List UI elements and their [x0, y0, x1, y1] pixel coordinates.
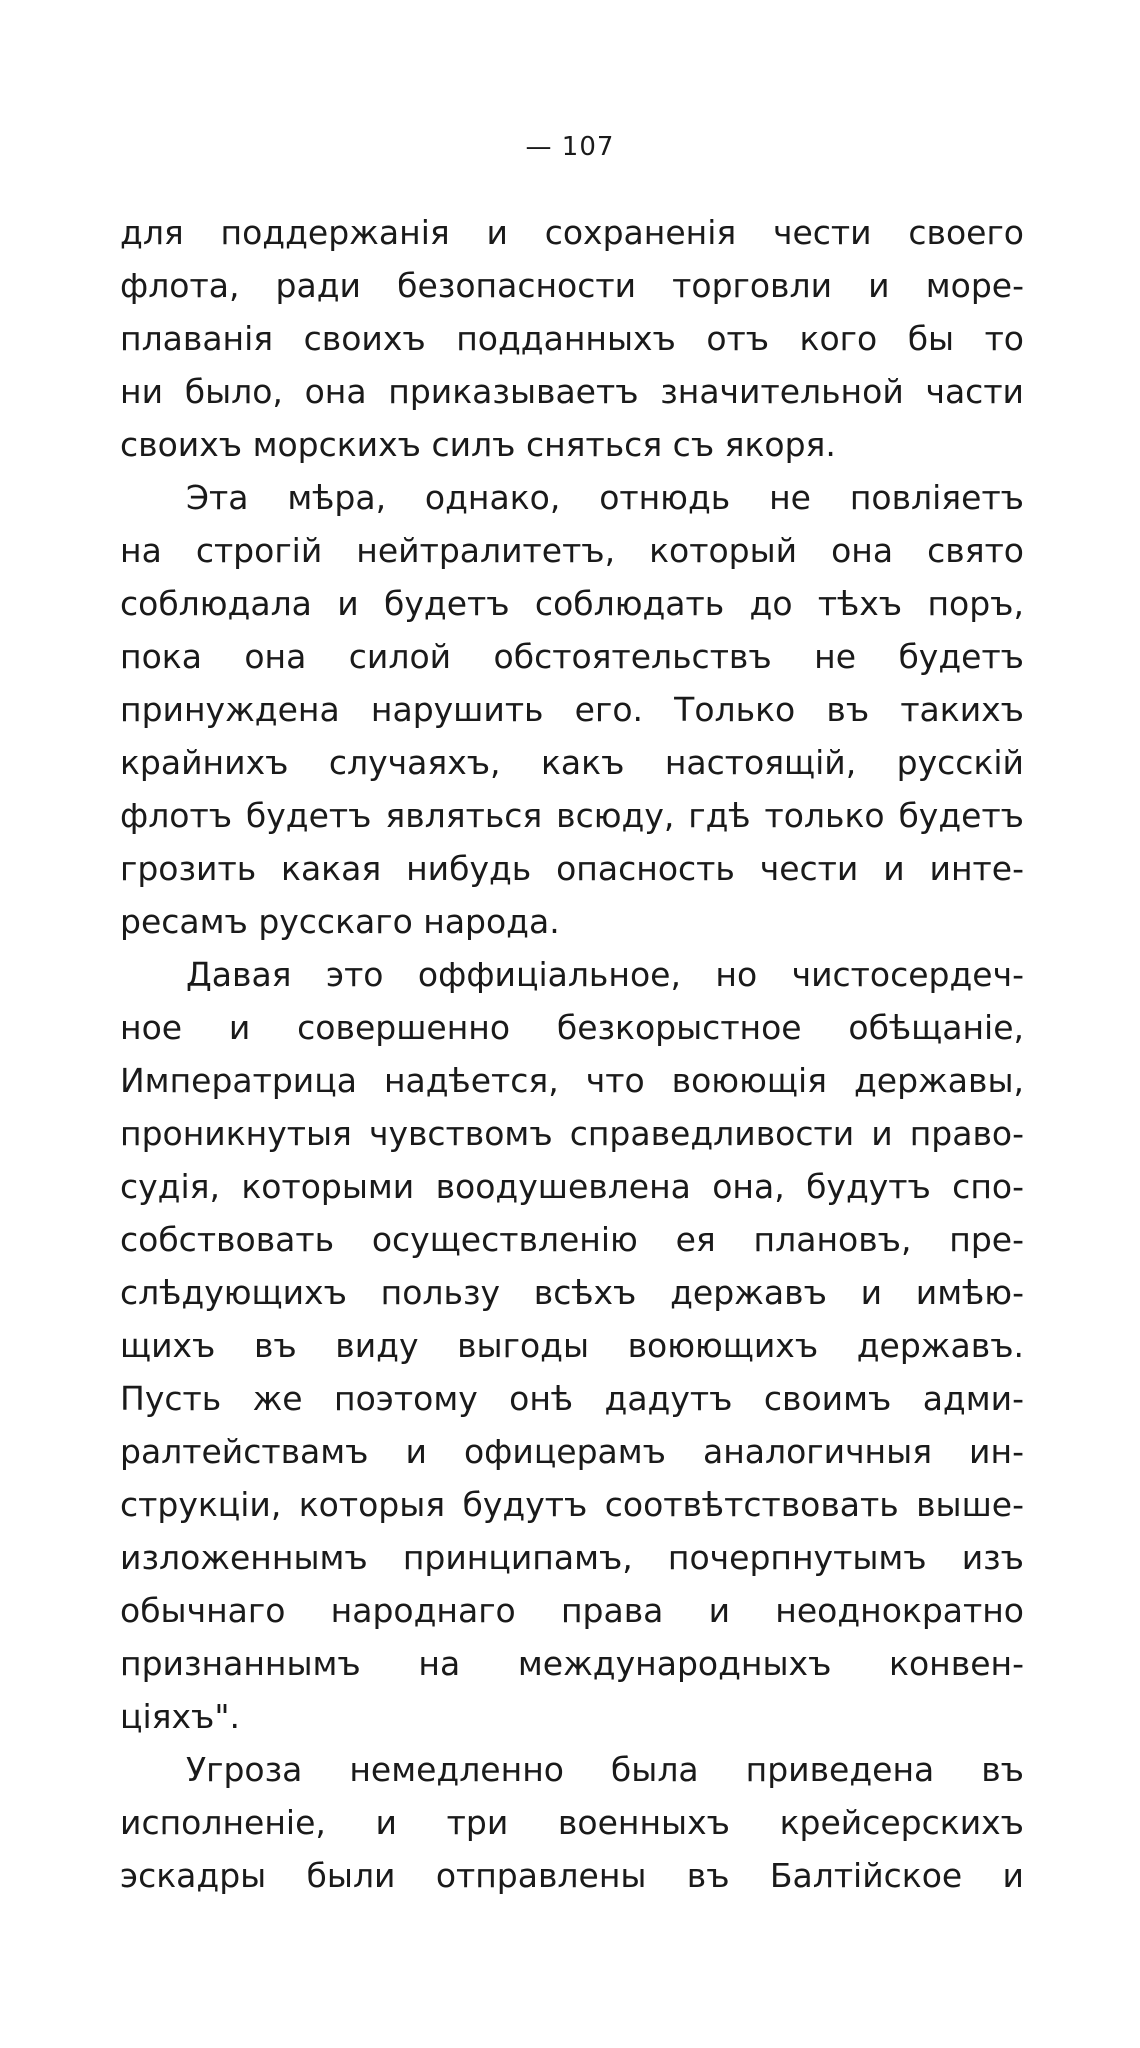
page-number: — 107 — [525, 132, 615, 162]
text-line: принуждена нарушить его. Только въ такихъ — [120, 690, 1024, 729]
text-line: ціяхъ". — [120, 1697, 240, 1736]
paragraph-3 — [120, 948, 1024, 1743]
text-line: собствовать осуществленію ея плановъ, пре- — [120, 1220, 1024, 1259]
text-line: струкціи, которыя будутъ соотвѣтствовать выше- — [120, 1485, 1024, 1524]
text-line: Эта мѣра, однако, отнюдь не повліяетъ — [186, 478, 1024, 517]
text-line: обычнаго народнаго права и неоднократно — [120, 1591, 1024, 1630]
text-line: ресамъ русскаго народа. — [120, 902, 560, 941]
text-line: проникнутыя чувствомъ справедливости и право- — [120, 1114, 1024, 1153]
paragraph-4 — [120, 1743, 1024, 1902]
text-line: эскадры были отправлены въ Балтійское и — [120, 1856, 1024, 1895]
text-line: ралтействамъ и офицерамъ аналогичныя ин- — [120, 1432, 1024, 1471]
text-line: изложеннымъ принципамъ, почерпнутымъ изъ — [120, 1538, 1024, 1577]
text-line: судія, которыми воодушевлена она, будутъ спо- — [120, 1167, 1024, 1206]
text-line: на строгій нейтралитетъ, который она свято — [120, 531, 1024, 570]
paragraph-2 — [120, 471, 1024, 948]
text-line: флотъ будетъ являться всюду, гдѣ только будетъ — [120, 796, 1024, 835]
text-line: Императрица надѣется, что воюющія державы, — [120, 1061, 1024, 1100]
text-line: ное и совершенно безкорыстное обѣщаніе, — [120, 1008, 1024, 1047]
text-line: соблюдала и будетъ соблюдать до тѣхъ поръ, — [120, 584, 1024, 623]
text-line: признаннымъ на международныхъ конвен- — [120, 1644, 1024, 1683]
text-line: ни было, она приказываетъ значительной части — [120, 372, 1024, 411]
body-text — [120, 206, 1024, 1902]
text-line: слѣдующихъ пользу всѣхъ державъ и имѣю- — [120, 1273, 1024, 1312]
text-line: крайнихъ случаяхъ, какъ настоящій, русскій — [120, 743, 1024, 782]
text-line: своихъ морскихъ силъ сняться съ якоря. — [120, 425, 836, 464]
text-line: флота, ради безопасности торговли и море- — [120, 266, 1024, 305]
text-line: для поддержанія и сохраненія чести своего — [120, 213, 1024, 252]
text-line: плаванія своихъ подданныхъ отъ кого бы то — [120, 319, 1024, 358]
text-line: Давая это оффиціальное, но чистосердеч- — [186, 955, 1024, 994]
text-line: Пусть же поэтому онѣ дадутъ своимъ адми- — [120, 1379, 1024, 1418]
text-line: Угроза немедленно была приведена въ — [186, 1750, 1024, 1789]
text-line: щихъ въ виду выгоды воюющихъ державъ. — [120, 1326, 1024, 1365]
text-line: исполненіе, и три военныхъ крейсерскихъ — [120, 1803, 1024, 1842]
text-line: пока она силой обстоятельствъ не будетъ — [120, 637, 1024, 676]
paragraph-1 — [120, 206, 1024, 471]
text-line: грозить какая нибудь опасность чести и инте- — [120, 849, 1024, 888]
